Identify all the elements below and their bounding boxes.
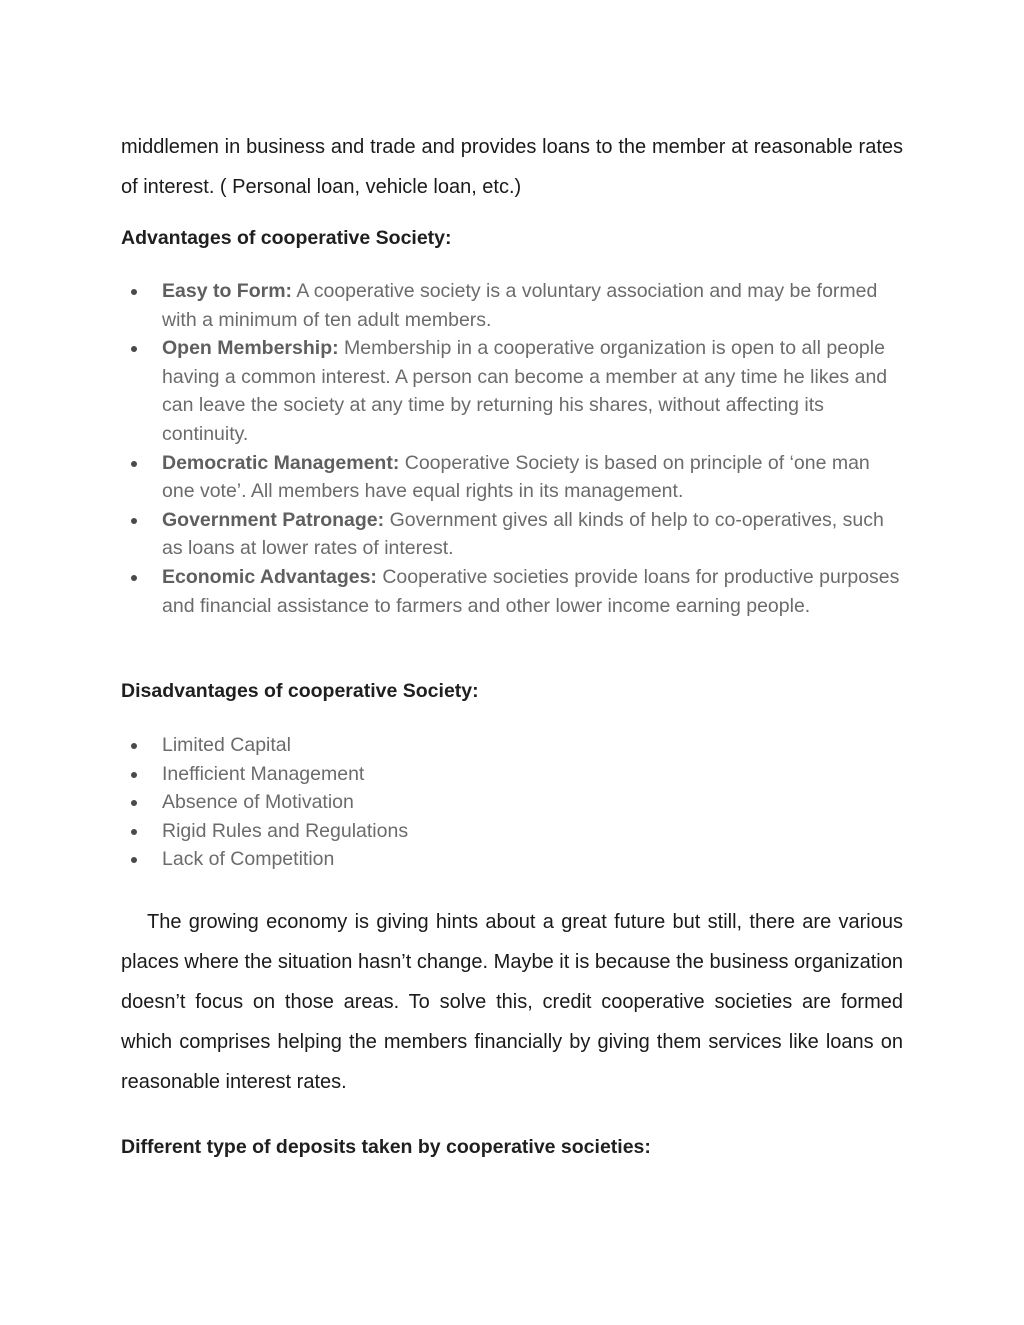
advantages-list [121, 277, 903, 620]
disadvantage-label: Inefficient Management [162, 762, 365, 785]
intro-paragraph: middlemen in business and trade and provides loans to the member at reasonable rates of interest. ( Personal loan, vehicle loan, etc.) [121, 136, 903, 198]
advantage-item [121, 506, 903, 563]
bullet-icon [131, 346, 137, 352]
bullet-icon [131, 829, 137, 835]
disadvantage-label: Limited Capital [162, 734, 291, 756]
advantage-desc: A cooperative society is a voluntary association and may be formed with a minimum of ten adult members. [162, 280, 878, 331]
advantage-term: Democratic Management: [162, 451, 400, 474]
deposits-heading: Different type of deposits taken by cooperative societies: [121, 1136, 651, 1158]
bullet-icon [131, 518, 137, 524]
advantage-term: Government Patronage: [162, 508, 385, 531]
advantage-term: Economic Advantages: [162, 565, 377, 588]
disadvantage-item [121, 731, 903, 760]
disadvantage-item [121, 788, 903, 817]
advantage-desc: Cooperative Society is based on principle of ‘one man one vote’. All members have equal rights in its management. [162, 451, 870, 503]
bullet-icon [131, 743, 137, 749]
disadvantage-label: Absence of Motivation [162, 791, 354, 814]
disadvantage-label: Lack of Competition [162, 848, 335, 871]
bullet-icon [131, 857, 137, 863]
disadvantage-item [121, 817, 903, 846]
bullet-icon [131, 772, 137, 778]
advantage-desc: Cooperative societies provide loans for productive purposes and financial assistance to farmers and other lower income earning people. [162, 565, 900, 617]
disadvantage-item [121, 760, 903, 789]
advantage-item [121, 563, 903, 620]
advantage-term: Easy to Form: [162, 280, 293, 302]
disadvantages-heading: Disadvantages of cooperative Society: [121, 680, 479, 702]
growing-economy-paragraph: The growing economy is giving hints about a great future but still, there are various places where the situation hasn’t change. Maybe it is because the business organization doesn’t focus on those areas. To solve this, credit cooperative societies are formed which comprises helping the members financially by giving them services like loans on reasonable interest rates. [121, 911, 903, 1093]
disadvantages-list [121, 731, 903, 874]
advantage-desc: Government gives all kinds of help to co-operatives, such as loans at lower rates of interest. [162, 508, 884, 560]
bullet-icon [131, 575, 137, 581]
disadvantage-item [121, 845, 903, 874]
advantage-item [121, 277, 903, 334]
advantage-term: Open Membership: [162, 337, 339, 360]
bullet-icon [131, 800, 137, 806]
bullet-icon [131, 289, 137, 295]
bullet-icon [131, 461, 137, 467]
advantages-heading: Advantages of cooperative Society: [121, 227, 452, 249]
advantage-item [121, 449, 903, 506]
advantage-item [121, 334, 903, 448]
advantage-desc: Membership in a cooperative organization is open to all people having a common interest. A person can become a member at any time he likes and can leave the society at any time by returning his shares, without affecting its continuity. [162, 337, 888, 445]
disadvantage-label: Rigid Rules and Regulations [162, 819, 409, 842]
